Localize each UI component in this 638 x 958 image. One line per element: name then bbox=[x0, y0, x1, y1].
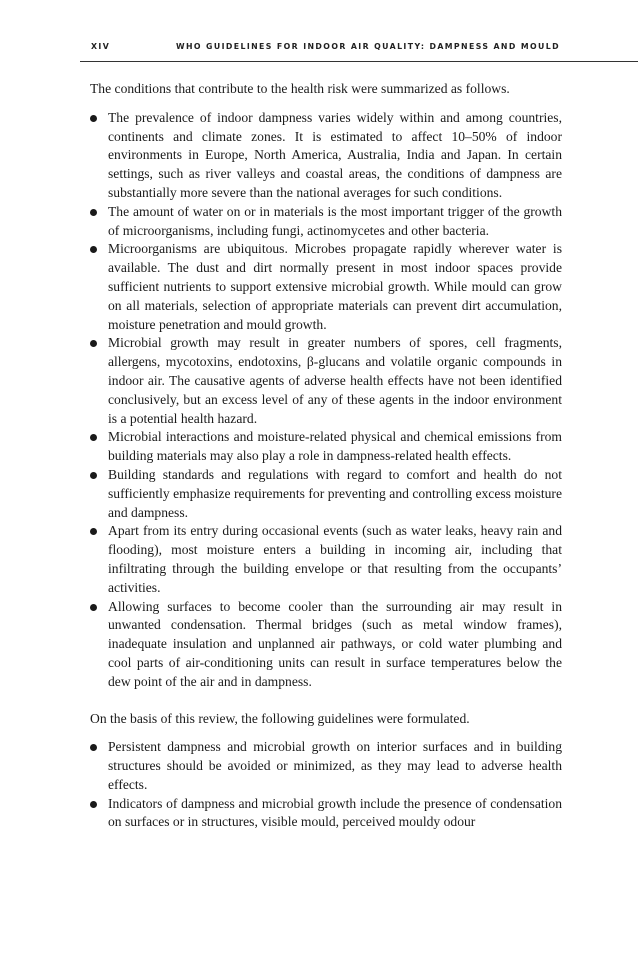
list-item-text: Indicators of dampness and microbial growth include the presence of condensation on surfaces or in structures, visible mould, perceived mouldy odour bbox=[108, 795, 562, 830]
conditions-list bbox=[90, 109, 562, 692]
list-item bbox=[90, 240, 562, 334]
bullet-icon bbox=[90, 115, 97, 122]
bullet-icon bbox=[90, 604, 97, 611]
list-item-text: Microbial growth may result in greater numbers of spores, cell fragments, allergens, mycotoxins, endotoxins, β-glucans and volatile organic compounds in indoor air. The causative agents of adverse health effects have not been identified conclusively, but an excess level of any of these agents in the indoor environment is a potential health hazard. bbox=[108, 335, 562, 426]
header-rule bbox=[80, 61, 638, 62]
running-head bbox=[91, 42, 560, 56]
list-item-text: Allowing surfaces to become cooler than the surrounding air may result in unwanted condensation. Thermal bridges (such as metal window frames), inadequate insulation and unplanned air pathways, or cold water plumbing and cool parts of air-conditioning units can result in surface temperatures below the dew point of the air and in dampness. bbox=[108, 598, 562, 689]
bullet-icon bbox=[90, 434, 97, 441]
summary-intro: The conditions that contribute to the health risk were summarized as follows. bbox=[90, 81, 510, 96]
list-item-text: Building standards and regulations with regard to comfort and health do not sufficiently emphasize requirements for preventing and controlling excess moisture and dampness. bbox=[108, 466, 562, 520]
running-title: WHO GUIDELINES FOR INDOOR AIR QUALITY: DAMPNESS AND MOULD bbox=[175, 42, 560, 51]
list-item-text: Microbial interactions and moisture-related physical and chemical emissions from building materials may also play a role in dampness-related health effects. bbox=[108, 429, 562, 464]
list-item bbox=[90, 466, 562, 522]
list-item-text: The prevalence of indoor dampness varies widely within and among countries, continents and climate zones. It is estimated to affect 10–50% of indoor environments in Europe, North America, Australia, India and Japan. In certain settings, such as river valleys and coastal areas, the conditions of dampness are substantially more severe than the national averages for such conditions. bbox=[108, 109, 562, 200]
guidelines-list bbox=[90, 738, 562, 832]
list-item bbox=[90, 428, 562, 466]
guidelines-intro: On the basis of this review, the following guidelines were formulated. bbox=[90, 710, 470, 726]
list-item-text: The amount of water on or in materials is the most important trigger of the growth of microorganisms, including fungi, actinomycetes and other bacteria. bbox=[108, 203, 562, 238]
bullet-icon bbox=[90, 744, 97, 751]
bullet-icon bbox=[90, 528, 97, 535]
list-item-text: Apart from its entry during occasional events (such as water leaks, heavy rain and flooding), most moisture enters a building in incoming air, including that infiltrating through the building envelope or that resulting from the occupants’ activities. bbox=[108, 523, 562, 595]
list-item bbox=[90, 203, 562, 241]
spacer bbox=[90, 729, 562, 738]
bullet-icon bbox=[90, 209, 97, 216]
list-item-text: Microorganisms are ubiquitous. Microbes propagate rapidly wherever water is available. The dust and dirt normally present in most indoor spaces provide sufficient nutrients to support extensive microbial growth. While mould can grow on all materials, selection of appropriate materials can prevent dirt accumulation, moisture penetration and mould growth. bbox=[108, 241, 562, 332]
list-item bbox=[90, 795, 562, 833]
list-item bbox=[90, 522, 562, 597]
list-item bbox=[90, 598, 562, 692]
bullet-icon bbox=[90, 246, 97, 253]
spacer bbox=[90, 692, 562, 710]
list-item-text: Persistent dampness and microbial growth on interior surfaces and in building structures should be avoided or minimized, as they may lead to adverse health effects. bbox=[108, 739, 562, 792]
bullet-icon bbox=[90, 472, 97, 479]
bullet-icon bbox=[90, 801, 97, 808]
list-item bbox=[90, 109, 562, 203]
spacer bbox=[90, 100, 562, 109]
page-number: XIV bbox=[91, 42, 111, 51]
list-item bbox=[90, 334, 562, 428]
bullet-icon bbox=[90, 340, 97, 347]
list-item bbox=[90, 738, 562, 794]
body-text bbox=[90, 80, 562, 832]
